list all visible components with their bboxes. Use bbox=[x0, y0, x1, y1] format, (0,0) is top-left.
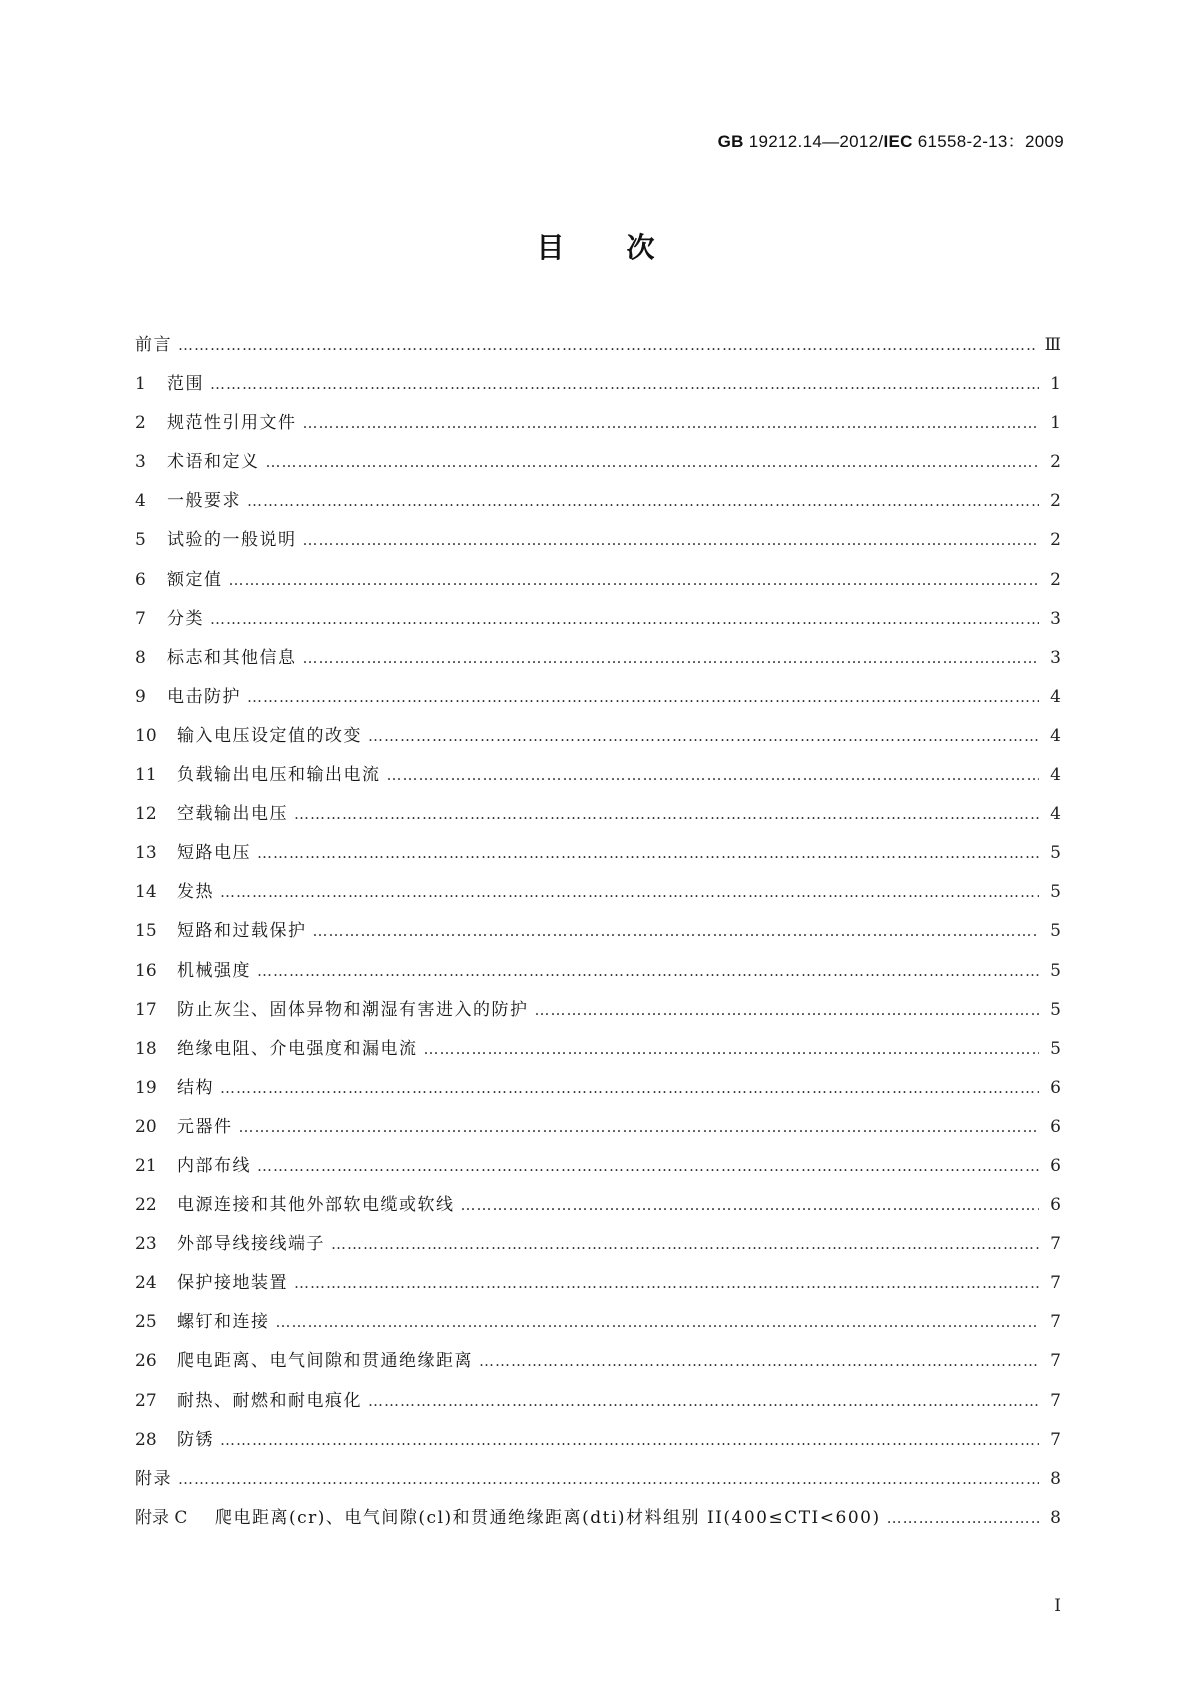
toc-entry-title: 电源连接和其他外部软电缆或软线 bbox=[177, 1195, 455, 1216]
toc-entry-number: 10 bbox=[135, 725, 157, 746]
toc-entry-page: 3 bbox=[1050, 647, 1061, 668]
toc-entry-number: 12 bbox=[135, 804, 157, 825]
toc-entry[interactable] bbox=[135, 881, 1061, 920]
toc-leader-dots bbox=[257, 960, 1039, 982]
toc-entry-title: 外部导线接线端子 bbox=[177, 1234, 325, 1255]
toc-entry-page: 7 bbox=[1050, 1351, 1061, 1372]
toc-leader-dots bbox=[257, 1155, 1039, 1177]
toc-leader-dots bbox=[294, 803, 1039, 825]
toc-entry[interactable] bbox=[135, 334, 1061, 373]
toc-entry-title: 一般要求 bbox=[167, 491, 241, 512]
toc-entry[interactable] bbox=[135, 608, 1061, 647]
toc-leader-dots bbox=[210, 608, 1039, 630]
toc-leader-dots bbox=[368, 1390, 1039, 1412]
toc-entry-page: 7 bbox=[1050, 1312, 1061, 1333]
toc-entry[interactable] bbox=[135, 725, 1061, 764]
toc-entry-number: 25 bbox=[135, 1312, 157, 1333]
toc-entry-page: 6 bbox=[1050, 1116, 1061, 1137]
standard-number-header bbox=[718, 127, 1064, 152]
toc-leader-dots bbox=[303, 647, 1040, 669]
toc-entry[interactable] bbox=[135, 960, 1061, 999]
toc-entry-page: 2 bbox=[1050, 452, 1061, 473]
toc-entry-number: 17 bbox=[135, 999, 157, 1020]
toc-entry-number: 14 bbox=[135, 882, 157, 903]
toc-entry[interactable] bbox=[135, 490, 1061, 529]
toc-leader-dots bbox=[220, 881, 1039, 903]
toc-entry-number: 28 bbox=[135, 1429, 157, 1450]
toc-entry-number: 6 bbox=[135, 569, 146, 590]
toc-leader-dots bbox=[887, 1507, 1039, 1529]
toc-leader-dots bbox=[479, 1350, 1039, 1372]
toc-entry-page: 7 bbox=[1050, 1390, 1061, 1411]
toc-entry-title: 结构 bbox=[177, 1077, 214, 1098]
toc-leader-dots bbox=[368, 725, 1039, 747]
toc-entry[interactable] bbox=[135, 803, 1061, 842]
toc-entry[interactable] bbox=[135, 529, 1061, 568]
toc-entry-number: 附录 C bbox=[135, 1507, 188, 1528]
toc-entry[interactable] bbox=[135, 569, 1061, 608]
toc-entry[interactable] bbox=[135, 373, 1061, 412]
toc-leader-dots bbox=[220, 1077, 1039, 1099]
toc-entry-number: 4 bbox=[135, 491, 146, 512]
toc-leader-dots bbox=[331, 1233, 1039, 1255]
toc-entry[interactable] bbox=[135, 1194, 1061, 1233]
toc-entry-title: 防锈 bbox=[177, 1429, 214, 1450]
page-number: I bbox=[1054, 1596, 1061, 1616]
toc-entry[interactable] bbox=[135, 842, 1061, 881]
toc-entry-page: 2 bbox=[1050, 530, 1061, 551]
toc-entry[interactable] bbox=[135, 1272, 1061, 1311]
toc-leader-dots bbox=[210, 373, 1039, 395]
toc-entry[interactable] bbox=[135, 1155, 1061, 1194]
toc-leader-dots bbox=[535, 999, 1040, 1021]
toc-entry-number: 18 bbox=[135, 1038, 157, 1059]
standard-prefix-gb: GB bbox=[717, 132, 744, 151]
toc-entry-title: 范围 bbox=[167, 374, 204, 395]
toc-entry[interactable] bbox=[135, 1507, 1061, 1546]
toc-entry-number: 23 bbox=[135, 1234, 157, 1255]
toc-entry-page: 5 bbox=[1050, 960, 1061, 981]
toc-entry-page: 7 bbox=[1050, 1234, 1061, 1255]
toc-entry-number: 9 bbox=[135, 686, 146, 707]
toc-entry-title: 电击防护 bbox=[167, 686, 241, 707]
toc-entry-page: 6 bbox=[1050, 1077, 1061, 1098]
toc-entry[interactable] bbox=[135, 764, 1061, 803]
toc-leader-dots bbox=[247, 490, 1039, 512]
toc-entry-number: 22 bbox=[135, 1195, 157, 1216]
toc-entry-title: 机械强度 bbox=[177, 960, 251, 981]
toc-entry-page: 1 bbox=[1050, 374, 1061, 395]
toc-entry[interactable] bbox=[135, 1350, 1061, 1389]
toc-entry[interactable] bbox=[135, 1233, 1061, 1272]
toc-entry-title: 元器件 bbox=[177, 1116, 233, 1137]
toc-entry-number: 20 bbox=[135, 1116, 157, 1137]
toc-entry-title: 规范性引用文件 bbox=[167, 413, 297, 434]
toc-entry-page: 2 bbox=[1050, 491, 1061, 512]
toc-leader-dots bbox=[424, 1038, 1040, 1060]
table-of-contents bbox=[135, 334, 1061, 1546]
toc-entry-title: 输入电压设定值的改变 bbox=[177, 725, 362, 746]
toc-entry-page: 5 bbox=[1050, 1038, 1061, 1059]
toc-entry-page: 7 bbox=[1050, 1273, 1061, 1294]
toc-entry[interactable] bbox=[135, 1429, 1061, 1468]
toc-entry-page: 5 bbox=[1050, 843, 1061, 864]
toc-leader-dots bbox=[178, 334, 1037, 356]
toc-entry[interactable] bbox=[135, 451, 1061, 490]
toc-entry-number: 19 bbox=[135, 1077, 157, 1098]
toc-entry-number: 13 bbox=[135, 843, 157, 864]
toc-leader-dots bbox=[229, 569, 1040, 591]
toc-entry-number: 7 bbox=[135, 608, 146, 629]
toc-entry[interactable] bbox=[135, 1390, 1061, 1429]
toc-entry-page: 6 bbox=[1050, 1155, 1061, 1176]
toc-entry[interactable] bbox=[135, 647, 1061, 686]
toc-leader-dots bbox=[178, 1468, 1039, 1490]
toc-leader-dots bbox=[220, 1429, 1039, 1451]
toc-entry[interactable] bbox=[135, 999, 1061, 1038]
toc-entry-title: 爬电距离、电气间隙和贯通绝缘距离 bbox=[177, 1351, 473, 1372]
toc-leader-dots bbox=[276, 1311, 1040, 1333]
toc-entry[interactable] bbox=[135, 1116, 1061, 1155]
toc-entry[interactable] bbox=[135, 1038, 1061, 1077]
toc-entry[interactable] bbox=[135, 1311, 1061, 1350]
toc-leader-dots bbox=[266, 451, 1040, 473]
toc-entry-title: 分类 bbox=[167, 608, 204, 629]
toc-leader-dots bbox=[303, 529, 1040, 551]
standard-prefix-iec: IEC bbox=[883, 132, 913, 151]
toc-entry-title: 绝缘电阻、介电强度和漏电流 bbox=[177, 1038, 418, 1059]
toc-entry-page: 6 bbox=[1050, 1195, 1061, 1216]
toc-entry-title: 发热 bbox=[177, 882, 214, 903]
toc-entry-page: 4 bbox=[1050, 765, 1061, 786]
toc-leader-dots bbox=[461, 1194, 1040, 1216]
toc-entry[interactable] bbox=[135, 686, 1061, 725]
toc-entry-title: 试验的一般说明 bbox=[167, 530, 297, 551]
toc-entry-page: 5 bbox=[1050, 999, 1061, 1020]
toc-entry-number: 24 bbox=[135, 1273, 157, 1294]
iec-standard-number: 61558-2-13：2009 bbox=[912, 132, 1064, 151]
toc-entry[interactable] bbox=[135, 1468, 1061, 1507]
toc-entry-number: 3 bbox=[135, 452, 146, 473]
toc-entry-page: Ⅲ bbox=[1044, 335, 1061, 355]
toc-leader-dots bbox=[239, 1116, 1040, 1138]
toc-entry-number: 5 bbox=[135, 530, 146, 551]
toc-entry-title: 额定值 bbox=[167, 569, 223, 590]
toc-entry-title: 术语和定义 bbox=[167, 452, 260, 473]
toc-entry-title: 标志和其他信息 bbox=[167, 647, 297, 668]
toc-entry-title: 螺钉和连接 bbox=[177, 1312, 270, 1333]
toc-entry-page: 4 bbox=[1050, 804, 1061, 825]
toc-entry-title: 附录 bbox=[135, 1468, 172, 1489]
toc-leader-dots bbox=[313, 920, 1040, 942]
toc-entry-title: 短路和过载保护 bbox=[177, 921, 307, 942]
toc-entry-number: 15 bbox=[135, 921, 157, 942]
toc-leader-dots bbox=[294, 1272, 1039, 1294]
toc-entry-page: 4 bbox=[1050, 725, 1061, 746]
toc-entry-number: 16 bbox=[135, 960, 157, 981]
toc-leader-dots bbox=[387, 764, 1040, 786]
toc-entry-title: 内部布线 bbox=[177, 1155, 251, 1176]
toc-entry-page: 4 bbox=[1050, 686, 1061, 707]
toc-entry-number: 8 bbox=[135, 647, 146, 668]
toc-entry-number: 11 bbox=[135, 765, 157, 786]
toc-entry-number: 2 bbox=[135, 413, 146, 434]
toc-entry-title: 负载输出电压和输出电流 bbox=[177, 765, 381, 786]
toc-entry-title: 爬电距离(cr)、电气间隙(cl)和贯通绝缘距离(dti)材料组别 II(400≤CTI<600) bbox=[215, 1507, 881, 1528]
toc-entry-number: 1 bbox=[135, 374, 146, 395]
toc-entry-page: 3 bbox=[1050, 608, 1061, 629]
toc-entry[interactable] bbox=[135, 1077, 1061, 1116]
toc-entry-number: 27 bbox=[135, 1390, 157, 1411]
toc-entry[interactable] bbox=[135, 920, 1061, 959]
toc-entry-page: 5 bbox=[1050, 882, 1061, 903]
toc-leader-dots bbox=[303, 412, 1040, 434]
toc-entry[interactable] bbox=[135, 412, 1061, 451]
toc-entry-title: 前言 bbox=[135, 335, 172, 355]
toc-entry-page: 2 bbox=[1050, 569, 1061, 590]
toc-entry-title: 保护接地装置 bbox=[177, 1273, 288, 1294]
toc-leader-dots bbox=[257, 842, 1039, 864]
toc-entry-title: 短路电压 bbox=[177, 843, 251, 864]
toc-entry-page: 1 bbox=[1050, 413, 1061, 434]
toc-entry-title: 耐热、耐燃和耐电痕化 bbox=[177, 1390, 362, 1411]
page-title: 目次 bbox=[536, 231, 717, 264]
standard-number: 19212.14—2012/ bbox=[743, 132, 884, 151]
toc-entry-page: 5 bbox=[1050, 921, 1061, 942]
toc-entry-number: 21 bbox=[135, 1155, 157, 1176]
toc-entry-page: 7 bbox=[1050, 1429, 1061, 1450]
toc-entry-page: 8 bbox=[1050, 1507, 1061, 1528]
toc-entry-number: 26 bbox=[135, 1351, 157, 1372]
toc-leader-dots bbox=[247, 686, 1039, 708]
toc-entry-title: 防止灰尘、固体异物和潮湿有害进入的防护 bbox=[177, 999, 529, 1020]
toc-entry-page: 8 bbox=[1050, 1468, 1061, 1489]
toc-entry-title: 空载输出电压 bbox=[177, 804, 288, 825]
